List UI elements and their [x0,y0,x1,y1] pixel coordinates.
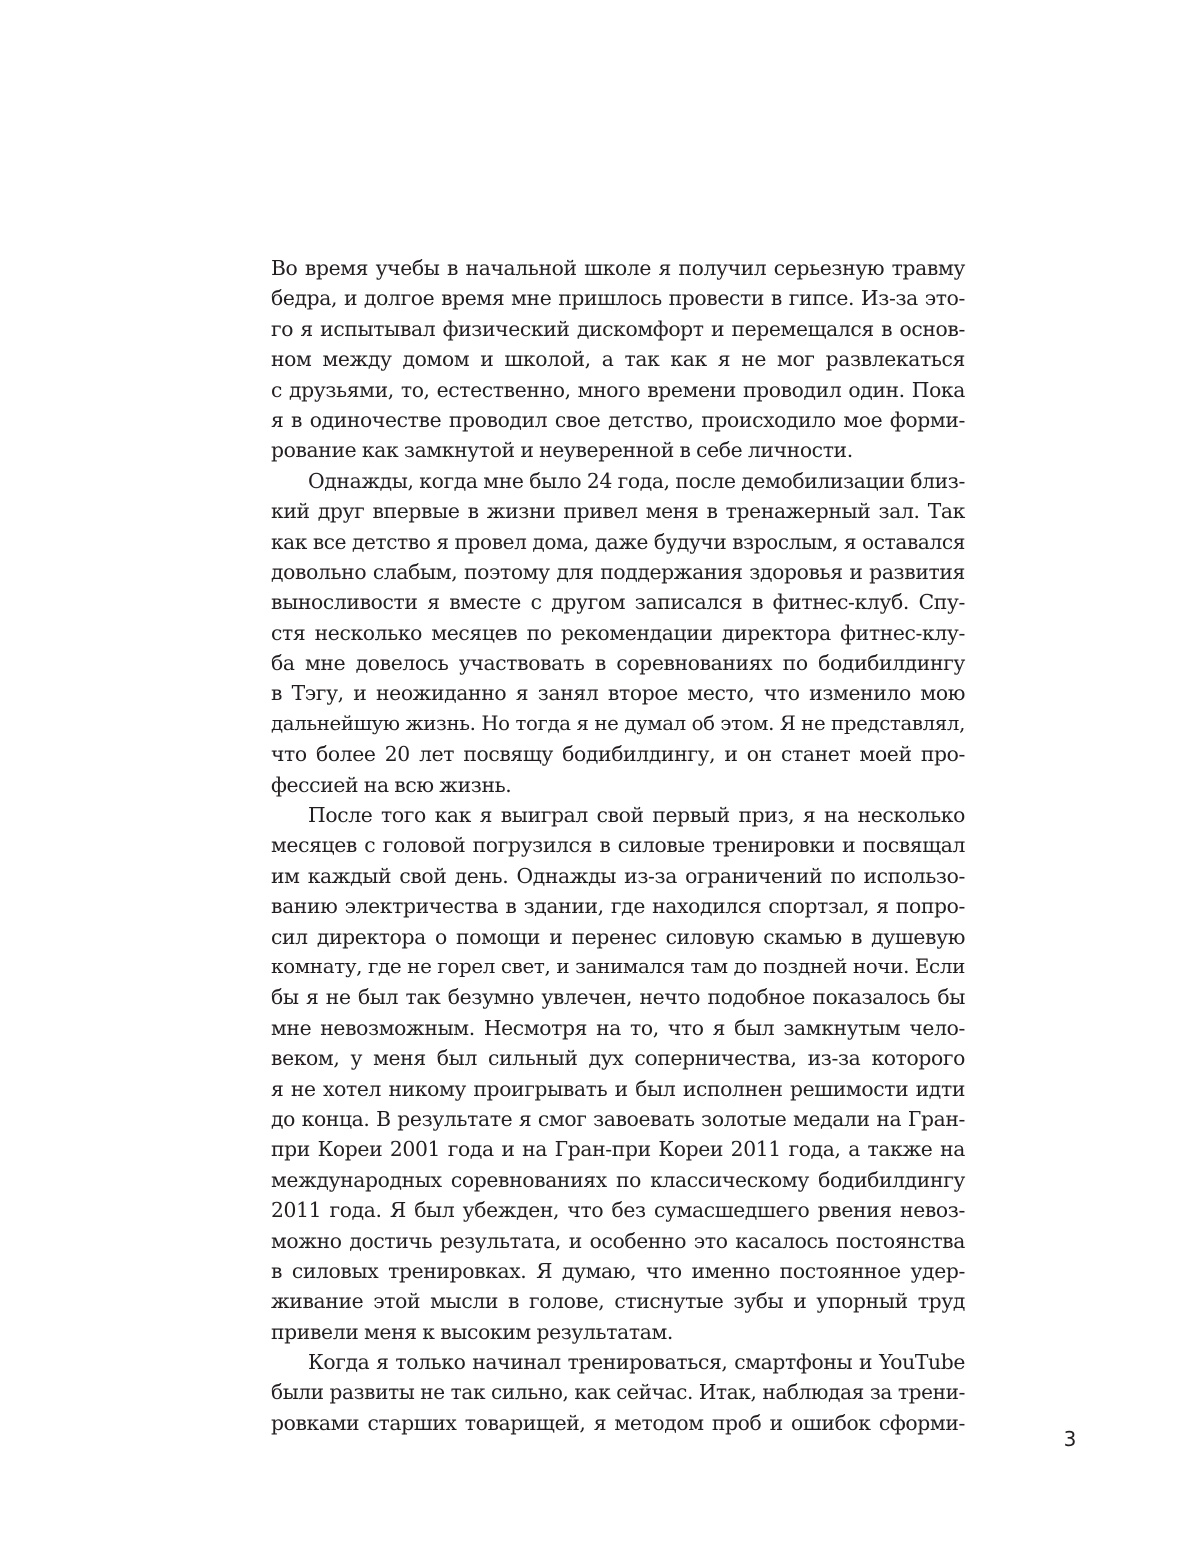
body-text [271,253,965,1438]
text-line: го я испытывал физический дискомфорт и перемещался в основ- [271,316,965,341]
text-line: международных соревнованиях по классическому бодибилдингу [271,1167,965,1192]
text-line: были развиты не так сильно, как сейчас. Итак, наблюдая за трени- [271,1380,965,1405]
text-line: ба мне довелось участвовать в соревнованиях по бодибилдингу [271,651,965,676]
text-line: я в одиночестве проводил свое детство, происходило мое форми- [271,407,965,432]
text-line: Когда я только начинал тренироваться, смартфоны и YouTube [308,1350,965,1375]
text-line: дальнейшую жизнь. Но тогда я не думал об этом. Я не представлял, [271,711,965,735]
text-line: им каждый свой день. Однажды из-за ограничений по использо- [271,863,965,888]
text-line: живание этой мысли в голове, стиснутые зубы и упорный труд [271,1289,965,1314]
text-line: 2011 года. Я был убежден, что без сумасшедшего рвения невоз- [271,1198,965,1223]
text-line: кий друг впервые в жизни привел меня в тренажерный зал. Так [271,499,965,524]
paragraph-3 [271,800,965,1347]
text-line: мне невозможным. Несмотря на то, что я был замкнутым чело- [271,1015,965,1040]
text-line: при Кореи 2001 года и на Гран-при Кореи 2011 года, а также на [271,1137,965,1162]
paragraph-1 [271,253,965,466]
paragraph-4 [271,1347,965,1438]
text-line: довольно слабым, поэтому для поддержания здоровья и развития [271,559,965,584]
text-line: в силовых тренировках. Я думаю, что именно постоянное удер- [271,1258,965,1283]
text-line: привели меня к высоким результатам. [271,1319,673,1344]
text-line: ном между домом и школой, а так как я не мог развлекаться [271,347,965,372]
text-line: бы я не был так безумно увлечен, нечто подобное показалось бы [271,985,965,1010]
text-line: с друзьями, то, естественно, много времени проводил один. Пока [271,377,965,402]
page-number: 3 [1063,1427,1077,1451]
text-line: как все детство я провел дома, даже будучи взрослым, я оставался [271,529,965,554]
text-line: в Тэгу, и неожиданно я занял второе место, что изменило мою [271,681,965,706]
text-line: Однажды, когда мне было 24 года, после демобилизации близ- [308,468,965,493]
text-line: бедра, и долгое время мне пришлось провести в гипсе. Из-за это- [271,286,965,311]
text-line: месяцев с головой погрузился в силовые тренировки и посвящал [271,833,965,858]
text-line: веком, у меня был сильный дух соперничества, из-за которого [271,1046,965,1071]
text-line: можно достичь результата, и особенно это касалось постоянства [271,1228,965,1253]
text-line: стя несколько месяцев по рекомендации директора фитнес-клу- [271,620,965,645]
text-line: рование как замкнутой и неуверенной в себе личности. [271,438,853,463]
text-line: до конца. В результате я смог завоевать золотые медали на Гран- [271,1106,965,1131]
paragraph-2 [271,466,965,800]
text-line: выносливости я вместе с другом записался в фитнес-клуб. Спу- [271,590,965,615]
text-line: комнату, где не горел свет, и занимался там до поздней ночи. Если [271,954,965,978]
text-line: ровками старших товарищей, я методом проб и ошибок сформи- [271,1410,965,1435]
text-line: что более 20 лет посвящу бодибилдингу, и он станет моей про- [271,742,965,767]
text-line: ванию электричества в здании, где находился спортзал, я попро- [271,894,965,919]
text-line: я не хотел никому проигрывать и был исполнен решимости идти [271,1076,965,1101]
text-line: После того как я выиграл свой первый приз, я на несколько [308,803,965,828]
text-line: фессией на всю жизнь. [271,772,512,797]
text-line: сил директора о помощи и перенес силовую скамью в душевую [271,924,965,949]
text-line: Во время учебы в начальной школе я получил серьезную травму [271,256,965,280]
